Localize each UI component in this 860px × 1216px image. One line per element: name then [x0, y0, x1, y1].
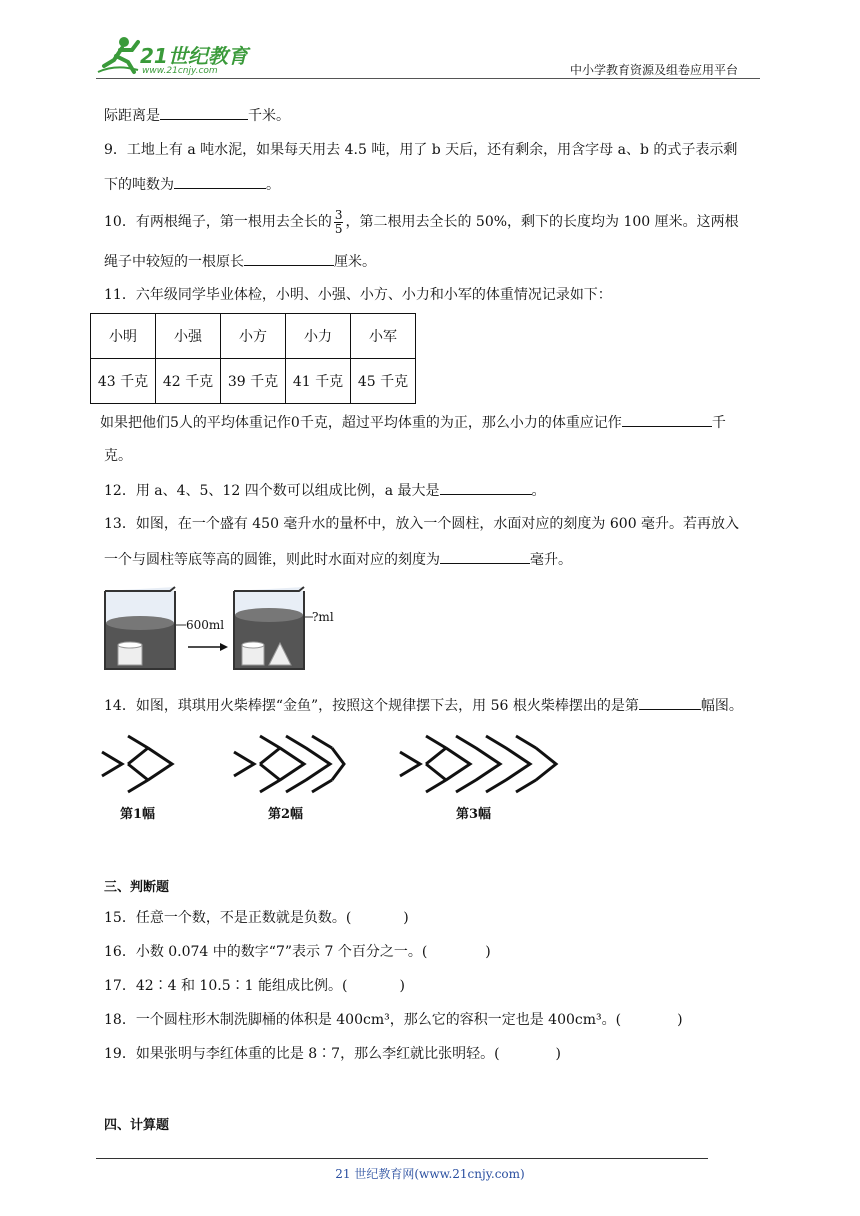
matchstick-fish-figures	[100, 728, 570, 828]
beaker-after-icon	[234, 587, 304, 669]
logo-text: 21世纪教育	[140, 44, 248, 68]
section-heading-judge: 三、判断题	[104, 880, 170, 895]
q14: 14．如图，琪琪用火柴棒摆“金鱼”，按照这个规律摆下去，用 56 根火柴棒摆出的是第 幅图。	[104, 695, 743, 716]
answer-blank[interactable]	[174, 174, 266, 189]
answer-blank[interactable]	[440, 480, 532, 495]
caption-1: 第1幅	[120, 807, 156, 822]
table-row	[91, 314, 416, 359]
table-cell: 39 千克	[221, 359, 286, 404]
judge-item: 19．如果张明与李红体重的比是 8∶7，那么李红就比张明轻。( )	[104, 1046, 562, 1062]
table-cell: 45 千克	[351, 359, 416, 404]
table-cell: 小方	[221, 314, 286, 359]
q11-intro: 11．六年级同学毕业体检，小明、小强、小方、小力和小军的体重情况记录如下：	[104, 287, 612, 303]
arrow-right-icon	[188, 643, 228, 651]
q9-line1: 9．工地上有 a 吨水泥，如果每天用去 4.5 吨，用了 b 天后，还有剩余，用含字母 a、b 的式子表示剩	[104, 142, 738, 158]
answer-blank[interactable]	[160, 105, 248, 120]
footer-rule	[96, 1158, 708, 1159]
table-cell: 小力	[286, 314, 351, 359]
logo-url: www.21cnjy.com	[142, 66, 218, 76]
judge-item: 15．任意一个数，不是正数就是负数。( )	[104, 910, 409, 926]
caption-3: 第3幅	[456, 807, 492, 822]
q13-line2: 一个与圆柱等底等高的圆锥，则此时水面对应的刻度为 毫升。	[104, 549, 572, 570]
q9-line2: 下的吨数为 。	[104, 174, 280, 195]
judge-item: 18．一个圆柱形木制洗脚桶的体积是 400cm³，那么它的容积一定也是 400cm³。( )	[104, 1012, 683, 1028]
answer-blank[interactable]	[622, 412, 712, 427]
fraction: $\frac{3}{5}$	[334, 207, 343, 236]
answer-blank[interactable]	[244, 251, 334, 266]
fig-label-600: 600ml	[186, 618, 225, 632]
footer-text[interactable]: 21 世纪教育网(www.21cnjy.com)	[335, 1167, 525, 1181]
q11-line2: 克。	[104, 448, 132, 464]
fish-3-icon	[400, 736, 556, 792]
header-logo	[96, 36, 266, 80]
q11-line1: 如果把他们5人的平均体重记作0千克，超过平均体重的为正，那么小力的体重应记作 千	[100, 412, 726, 433]
platform-name: 中小学教育资源及组卷应用平台	[570, 63, 739, 77]
q8-tail: 际距离是 千米。	[104, 105, 290, 126]
table-cell: 43 千克	[91, 359, 156, 404]
caption-2: 第2幅	[268, 807, 304, 822]
q13-line1: 13．如图，在一个盛有 450 毫升水的量杯中，放入一个圆柱，水面对应的刻度为 600 毫升。若再放入	[104, 516, 740, 532]
table-cell: 42 千克	[156, 359, 221, 404]
table-row	[91, 359, 416, 404]
table-cell: 小明	[91, 314, 156, 359]
answer-blank[interactable]	[440, 549, 530, 564]
table-cell: 小军	[351, 314, 416, 359]
judge-item: 17．42∶4 和 10.5∶1 能组成比例。( )	[104, 978, 405, 994]
q10-line2: 绳子中较短的一根原长 厘米。	[104, 251, 376, 272]
beaker-before-icon	[105, 587, 175, 669]
beaker-figure	[100, 585, 350, 675]
q10-line1: 10．有两根绳子，第一根用去全长的 $\frac{3}{5}$ ，第二根用去全长的 50%，剩下的长度均为 100 厘米。这两根	[104, 207, 739, 236]
table-cell: 小强	[156, 314, 221, 359]
fish-2-icon	[234, 736, 344, 792]
fish-1-icon	[102, 736, 172, 792]
fig-label-unknown: ?ml	[312, 610, 334, 624]
runner-logo-icon	[96, 36, 140, 76]
q12: 12．用 a、4、5、12 四个数可以组成比例，a 最大是 。	[104, 480, 546, 501]
weight-table	[90, 313, 416, 404]
header-rule	[96, 78, 760, 79]
table-cell: 41 千克	[286, 359, 351, 404]
section-heading-calc: 四、计算题	[104, 1118, 170, 1133]
judge-item: 16．小数 0.074 中的数字“7”表示 7 个百分之一。( )	[104, 944, 491, 960]
answer-blank[interactable]	[639, 695, 701, 710]
